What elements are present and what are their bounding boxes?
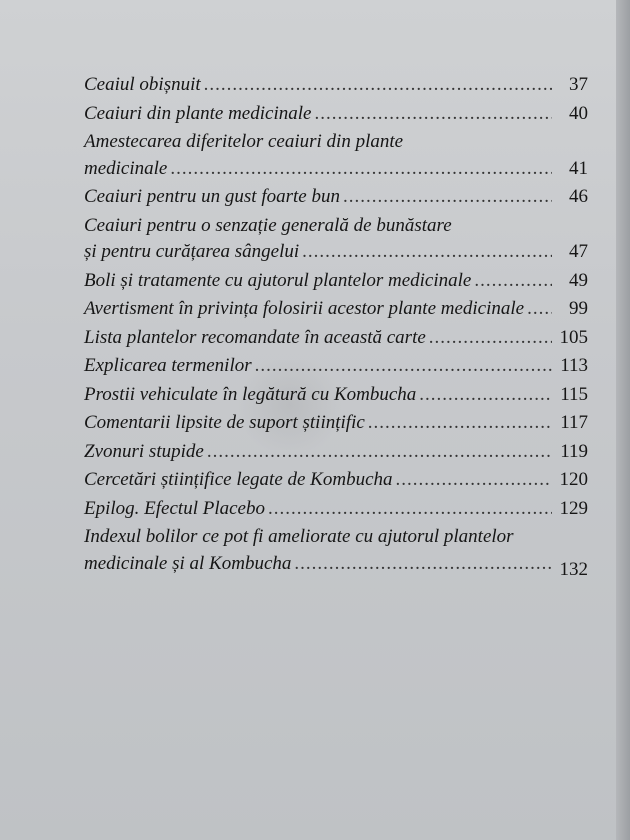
toc-entry: [84, 467, 588, 493]
toc-page-number: 49: [569, 269, 588, 291]
dot-leader: [419, 382, 552, 408]
toc-entry-title-line: Indexul bolilor ce pot fi ameliorate cu ajutorul plantelor: [84, 526, 514, 547]
toc-entry: [84, 496, 588, 522]
toc-entry: [84, 382, 588, 408]
toc-page-number: 99: [569, 298, 588, 319]
toc-entry-title: Zvonuri stupide: [84, 440, 204, 462]
toc-page-number: 47: [569, 241, 588, 262]
toc-page-number: 132: [559, 558, 588, 580]
dot-leader: [527, 296, 552, 322]
toc-page-number: 40: [569, 102, 588, 124]
toc-entry-title: Comentarii lipsite de suport științific: [84, 412, 365, 433]
toc-page-number: 113: [560, 355, 588, 376]
toc-entry-title-line: Ceaiuri pentru o senzație generală de bunăstare: [84, 214, 452, 236]
toc-entry: [84, 213, 588, 265]
dot-leader: [294, 551, 552, 577]
toc-page-number: 105: [559, 326, 588, 348]
dot-leader: [368, 410, 552, 436]
dot-leader: [474, 268, 552, 294]
toc-entry: [84, 353, 588, 379]
dot-leader: [314, 101, 552, 127]
dot-leader: [429, 325, 552, 351]
toc-entry: [84, 325, 588, 351]
toc-page-number: 115: [560, 383, 588, 405]
toc-entry-title-line: Amestecarea diferitelor ceaiuri din plante: [84, 131, 404, 152]
dot-leader: [302, 239, 552, 265]
table-of-contents: [84, 72, 588, 580]
toc-entry-title: Epilog. Efectul Placebo: [84, 497, 265, 519]
page-edge: [616, 0, 630, 840]
toc-entry-title-line: și pentru curățarea sângelui: [84, 241, 300, 262]
toc-entry: [84, 439, 588, 465]
toc-page-number: 46: [569, 186, 588, 207]
toc-entry-title: Explicarea termenilor: [84, 355, 252, 376]
toc-entry: [84, 72, 588, 98]
toc-entry: [84, 296, 588, 322]
toc-page-number: 37: [569, 74, 588, 95]
toc-entry-title: Cercetări științifice legate de Kombucha: [84, 469, 393, 490]
toc-entry: [84, 524, 588, 580]
toc-entry-title: Boli și tratamente cu ajutorul plantelor medicinale: [84, 269, 472, 291]
toc-entry: [84, 184, 588, 210]
toc-entry: [84, 129, 588, 181]
dot-leader: [396, 467, 552, 493]
dot-leader: [268, 496, 552, 522]
toc-entry-title-line: medicinale și al Kombucha: [84, 552, 292, 574]
toc-entry-title: Prostii vehiculate în legătură cu Kombucha: [84, 383, 417, 405]
dot-leader: [170, 156, 552, 182]
toc-entry-title: Avertisment în privința folosirii acestor plante medicinale: [84, 298, 525, 319]
toc-entry-title: Ceaiuri din plante medicinale: [84, 102, 312, 124]
dot-leader: [343, 184, 552, 210]
toc-entry-title: Lista plantelor recomandate în această carte: [84, 326, 426, 348]
toc-entry-title: Ceaiuri pentru un gust foarte bun: [84, 186, 340, 207]
toc-page-number: 41: [569, 157, 588, 179]
toc-entry-title-line: medicinale: [84, 157, 168, 179]
dot-leader: [204, 72, 552, 98]
toc-page-number: 117: [560, 412, 588, 433]
toc-entry-title: Ceaiul obișnuit: [84, 74, 201, 95]
toc-page-number: 129: [559, 497, 588, 519]
dot-leader: [207, 439, 552, 465]
toc-entry: [84, 101, 588, 127]
toc-page-number: 119: [560, 440, 588, 462]
toc-page-number: 120: [559, 469, 588, 490]
toc-entry: [84, 268, 588, 294]
dot-leader: [255, 353, 552, 379]
toc-entry: [84, 410, 588, 436]
